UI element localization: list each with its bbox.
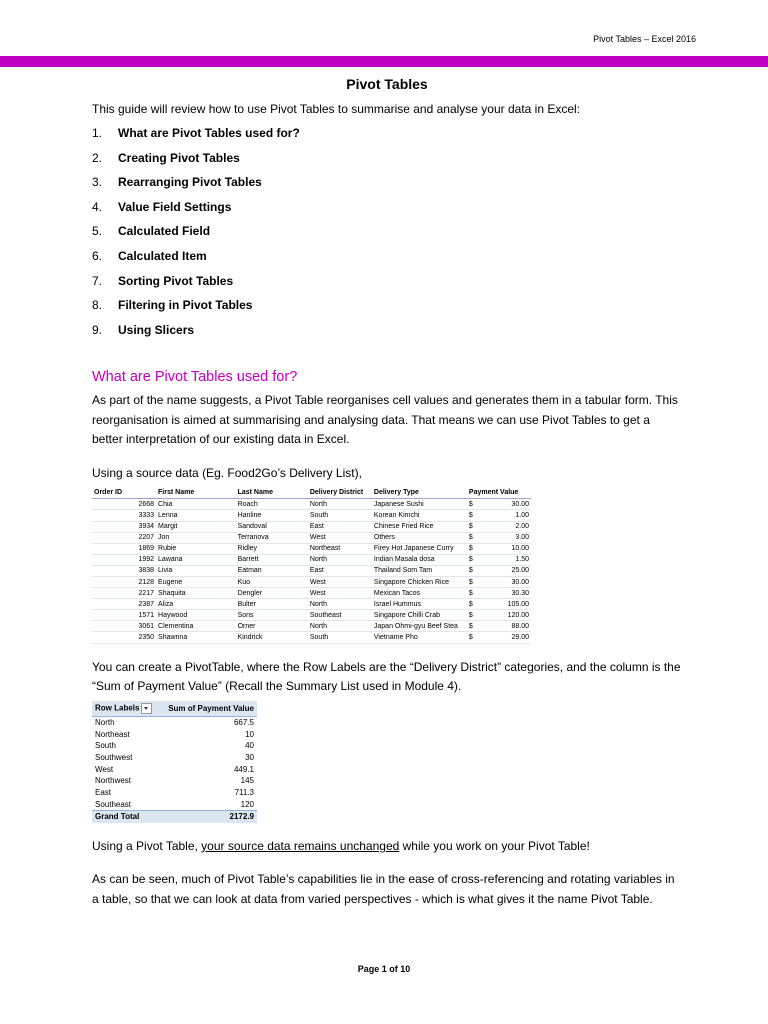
source-table-cell: 10.00 xyxy=(477,543,531,554)
source-table-cell: Mexican Tacos xyxy=(372,588,467,599)
section-paragraph: As part of the name suggests, a Pivot Table reorganises cell values and generates them in a tabular form. This reorganisation is aimed at summarising and analysing data. That means we can use Pivot Tables to get a better interpretation of our existing data in Excel. xyxy=(92,393,678,447)
contents-item-label: Using Slicers xyxy=(118,322,195,337)
pivot-row-value: 667.5 xyxy=(233,717,254,727)
source-table-cell: $ xyxy=(467,610,477,621)
contents-item xyxy=(92,200,682,225)
source-table-cell: $ xyxy=(467,577,477,588)
contents-item-number: 1. xyxy=(92,126,103,140)
source-table-cell: South xyxy=(308,632,372,643)
filter-dropdown-icon[interactable] xyxy=(141,703,152,714)
closing-paragraph: As can be seen, much of Pivot Table’s capabilities lie in the ease of cross-referencing and rotating variables in a table, so that we can look at data from varied perspectives - which is what gives it the name Pivot Table. xyxy=(92,872,675,906)
source-table-row xyxy=(92,599,531,610)
contents-item xyxy=(92,224,682,249)
source-table-cell: Eugene xyxy=(156,577,236,588)
source-table-cell: $ xyxy=(467,499,477,510)
source-table-cell: Margit xyxy=(156,521,236,532)
source-column-header: Payment Value xyxy=(467,487,531,499)
source-table-cell: Orner xyxy=(236,621,308,632)
source-table-cell: Aliza xyxy=(156,599,236,610)
source-table-cell: Singapore Chilli Crab xyxy=(372,610,467,621)
source-table-cell: Korean Kimchi xyxy=(372,510,467,521)
pivot-row-label: Northeast xyxy=(95,729,130,739)
pivot-row-value: 449.1 xyxy=(233,764,254,774)
source-table-row xyxy=(92,610,531,621)
header-accent-bar xyxy=(0,56,768,67)
source-table-cell: 3061 xyxy=(92,621,156,632)
source-table-cell: 30.00 xyxy=(477,499,531,510)
source-table-cell: Ridley xyxy=(236,543,308,554)
contents-item xyxy=(92,175,682,200)
contents-item-number: 8. xyxy=(92,298,103,313)
source-table-row xyxy=(92,565,531,576)
contents-item-number: 2. xyxy=(92,150,103,165)
source-table-cell: Thailand Som Tam xyxy=(372,565,467,576)
pivot-table-row xyxy=(92,763,257,775)
pivot-row-value: 120 xyxy=(240,799,254,809)
source-table-cell: $ xyxy=(467,554,477,565)
pivot-row-label: East xyxy=(95,788,112,798)
source-table-cell: 1992 xyxy=(92,554,156,565)
source-table-cell: East xyxy=(308,521,372,532)
source-table-row xyxy=(92,621,531,632)
source-table-cell: Hanline xyxy=(236,510,308,521)
source-table-cell: 120.00 xyxy=(477,610,531,621)
source-table-cell: 1571 xyxy=(92,610,156,621)
source-table-cell: Roach xyxy=(236,499,308,510)
contents-item-label: What are Pivot Tables used for? xyxy=(118,126,300,140)
contents-list xyxy=(92,126,682,347)
source-table-row xyxy=(92,543,531,554)
source-table-cell: 25.00 xyxy=(477,565,531,576)
source-table-cell: Japan Ohmi-gyu Beef Stea xyxy=(372,621,467,632)
source-table-cell: Sandoval xyxy=(236,521,308,532)
pivot-row-label: North xyxy=(95,717,115,727)
source-table-row xyxy=(92,632,531,643)
source-table-row xyxy=(92,577,531,588)
unchanged-post: while you work on your Pivot Table! xyxy=(399,838,590,853)
contents-item-label: Sorting Pivot Tables xyxy=(118,273,234,288)
source-table-cell: Lawana xyxy=(156,554,236,565)
section-heading: What are Pivot Tables used for? xyxy=(92,369,298,386)
source-table-cell: 88.00 xyxy=(477,621,531,632)
source-table-cell: $ xyxy=(467,565,477,576)
contents-item-label: Creating Pivot Tables xyxy=(118,150,240,165)
source-table-cell: $ xyxy=(467,632,477,643)
source-table-cell: 30.30 xyxy=(477,588,531,599)
source-table-cell: Chinese Fried Rice xyxy=(372,521,467,532)
source-table-cell: Firey Hot Japanese Curry xyxy=(372,543,467,554)
source-table-cell: 29.00 xyxy=(477,632,531,643)
source-column-header: Order ID xyxy=(92,487,156,499)
running-header: Pivot Tables – Excel 2016 xyxy=(593,34,696,44)
source-column-header: First Name xyxy=(156,487,236,499)
contents-item-number: 7. xyxy=(92,273,103,288)
source-table-cell: $ xyxy=(467,543,477,554)
source-table-cell: Eatman xyxy=(236,565,308,576)
contents-item xyxy=(92,249,682,274)
grand-total-value: 2172.9 xyxy=(159,811,257,823)
source-table-cell: $ xyxy=(467,521,477,532)
contents-item-number: 9. xyxy=(92,322,103,337)
pivot-table-row xyxy=(92,740,257,752)
contents-item-label: Rearranging Pivot Tables xyxy=(118,175,262,190)
source-table-cell: Singapore Chicken Rice xyxy=(372,577,467,588)
source-table-row xyxy=(92,532,531,543)
source-table-cell: 2668 xyxy=(92,499,156,510)
source-table-header xyxy=(92,487,531,499)
source-table-cell: Sons xyxy=(236,610,308,621)
pivot-row-value: 711.3 xyxy=(234,788,254,798)
pivot-value-header: Sum of Payment Value xyxy=(159,701,257,717)
pivot-intro: You can create a PivotTable, where the Row Labels are the “Delivery District” categories, and the column is the “Sum of Payment Value” (Recall the Summary List used in Module 4). xyxy=(92,659,681,694)
source-table-cell: 2.00 xyxy=(477,521,531,532)
pivot-row-value: 10 xyxy=(245,729,254,739)
grand-total-label: Grand Total xyxy=(92,811,159,823)
pivot-row-labels-text: Row Labels xyxy=(95,703,140,713)
source-table-cell: Japanese Sushi xyxy=(372,499,467,510)
contents-item xyxy=(92,151,682,176)
pivot-row-value: 30 xyxy=(245,752,254,762)
pivot-row-value: 40 xyxy=(245,741,254,751)
source-column-header: Last Name xyxy=(236,487,308,499)
page-number: Page 1 of 10 xyxy=(357,964,411,974)
pivot-table-row xyxy=(92,787,257,799)
pivot-row-label: Northwest xyxy=(95,776,132,786)
source-table-cell: 2128 xyxy=(92,577,156,588)
source-table-cell: Indian Masala dosa xyxy=(372,554,467,565)
source-table-cell: Dengler xyxy=(236,588,308,599)
source-table-cell: West xyxy=(308,577,372,588)
intro-paragraph: This guide will review how to use Pivot Tables to summarise and analyse your data in Excel: xyxy=(92,102,581,116)
source-table-cell: North xyxy=(308,499,372,510)
source-table-cell: North xyxy=(308,599,372,610)
pivot-row-value: 145 xyxy=(240,776,254,786)
contents-item-label: Filtering in Pivot Tables xyxy=(118,298,253,313)
contents-item xyxy=(92,274,682,299)
pivot-row-label: Southeast xyxy=(95,799,132,809)
source-table-cell: Clementina xyxy=(156,621,236,632)
pivot-row-label: South xyxy=(95,741,116,751)
contents-item xyxy=(92,126,682,151)
source-table-cell: North xyxy=(308,621,372,632)
pivot-table-row xyxy=(92,798,257,810)
source-table-cell: Jon xyxy=(156,532,236,543)
pivot-table-body xyxy=(92,716,257,811)
unchanged-note xyxy=(92,837,682,857)
source-table-cell: Terranova xyxy=(236,532,308,543)
source-table-cell: 3.00 xyxy=(477,532,531,543)
source-table-cell: Northeast xyxy=(308,543,372,554)
source-intro: Using a source data (Eg. Food2Go’s Delivery List), xyxy=(92,465,362,480)
source-table-cell: Bulter xyxy=(236,599,308,610)
source-table-cell: 3333 xyxy=(92,510,156,521)
source-table-cell: North xyxy=(308,554,372,565)
contents-item-number: 6. xyxy=(92,248,103,263)
source-table-cell: 3838 xyxy=(92,565,156,576)
pivot-table-row xyxy=(92,752,257,764)
source-table-cell: Southeast xyxy=(308,610,372,621)
source-table-cell: 3934 xyxy=(92,521,156,532)
source-table-row xyxy=(92,510,531,521)
source-table-cell: 2217 xyxy=(92,588,156,599)
contents-item xyxy=(92,298,682,323)
contents-item xyxy=(92,323,682,348)
source-table-row xyxy=(92,521,531,532)
contents-item-label: Calculated Item xyxy=(118,248,207,263)
source-table-row xyxy=(92,554,531,565)
source-table-body xyxy=(92,499,531,643)
unchanged-underlined: your source data remains unchanged xyxy=(201,838,400,853)
unchanged-pre: Using a Pivot Table, xyxy=(92,838,202,853)
pivot-row-label: Southwest xyxy=(95,752,133,762)
source-table-row xyxy=(92,588,531,599)
contents-item-number: 4. xyxy=(92,199,103,214)
pivot-row-label: West xyxy=(95,764,114,774)
pivot-table-row xyxy=(92,716,257,728)
source-table-cell: $ xyxy=(467,599,477,610)
source-table-cell: Others xyxy=(372,532,467,543)
source-column-header: Delivery District xyxy=(308,487,372,499)
source-table-cell: Kuo xyxy=(236,577,308,588)
source-table-cell: Lenna xyxy=(156,510,236,521)
source-table-cell: 2350 xyxy=(92,632,156,643)
contents-item-label: Value Field Settings xyxy=(118,199,232,214)
source-table-cell: Vietname Pho xyxy=(372,632,467,643)
pivot-row-labels-header[interactable] xyxy=(92,701,159,717)
source-table-cell: $ xyxy=(467,621,477,632)
source-table-cell: 1.00 xyxy=(477,510,531,521)
source-table-cell: Chia xyxy=(156,499,236,510)
pivot-table-row xyxy=(92,775,257,787)
source-table-cell: West xyxy=(308,588,372,599)
source-table-cell: 30.00 xyxy=(477,577,531,588)
source-table-cell: Shawnna xyxy=(156,632,236,643)
source-table-cell: $ xyxy=(467,510,477,521)
source-table-cell: Livia xyxy=(156,565,236,576)
source-table-cell: South xyxy=(308,510,372,521)
source-table-cell: 105.00 xyxy=(477,599,531,610)
source-table-cell: Shaquita xyxy=(156,588,236,599)
source-column-header: Delivery Type xyxy=(372,487,467,499)
source-table-cell: East xyxy=(308,565,372,576)
source-data-table xyxy=(92,487,531,643)
source-table-cell: 1869 xyxy=(92,543,156,554)
source-table-row xyxy=(92,499,531,510)
source-table-cell: Haywood xyxy=(156,610,236,621)
source-table-cell: Kindrick xyxy=(236,632,308,643)
page-content xyxy=(92,72,682,909)
source-table-cell: $ xyxy=(467,532,477,543)
pivot-grand-total-row xyxy=(92,811,257,823)
source-table-cell: Israel Hummus xyxy=(372,599,467,610)
contents-item-label: Calculated Field xyxy=(118,224,211,239)
source-table-cell: 1.50 xyxy=(477,554,531,565)
source-table-cell: Barrett xyxy=(236,554,308,565)
document-title: Pivot Tables xyxy=(346,76,428,92)
pivot-table-row xyxy=(92,728,257,740)
source-table-cell: 2387 xyxy=(92,599,156,610)
source-table-cell: West xyxy=(308,532,372,543)
pivot-table xyxy=(92,701,257,823)
source-table-cell: 2207 xyxy=(92,532,156,543)
source-table-cell: Rubie xyxy=(156,543,236,554)
contents-item-number: 5. xyxy=(92,224,103,239)
contents-item-number: 3. xyxy=(92,175,103,190)
source-table-cell: $ xyxy=(467,588,477,599)
